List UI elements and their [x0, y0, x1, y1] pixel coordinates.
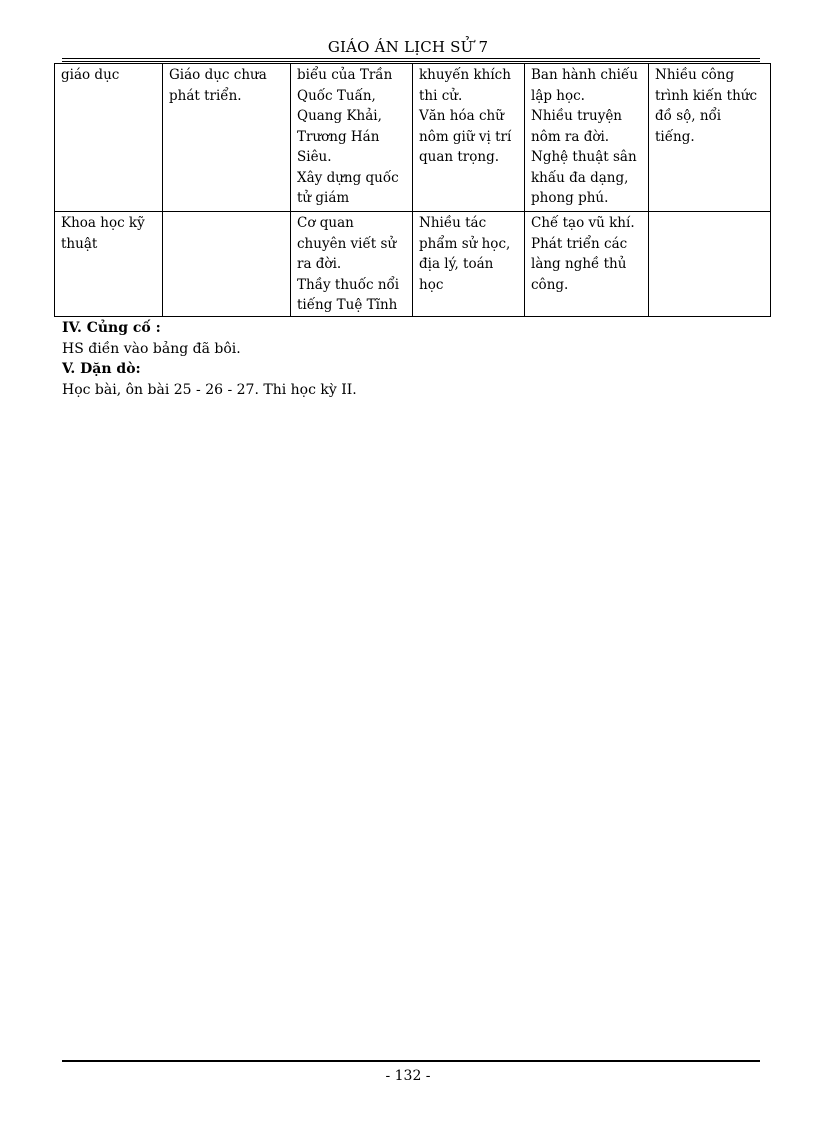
homework-text: Học bài, ôn bài 25 - 26 - 27. Thi học kỳ II.: [62, 381, 357, 398]
cell-line: Ban hành chiếu: [531, 67, 638, 83]
table-cell: [525, 212, 649, 317]
cell-line: phát triển.: [169, 87, 242, 104]
cell-line: chuyên viết sử: [297, 235, 397, 252]
cell-line: thuật: [61, 235, 98, 252]
cell-line: nôm ra đời.: [531, 128, 610, 145]
cell-line: tiếng Tuệ Tĩnh: [297, 297, 398, 313]
cell-line: Nhiều tác: [419, 215, 487, 231]
table-cell: [525, 64, 649, 212]
cell-line: ra đời.: [297, 256, 342, 272]
consolidation-text: HS điền vào bảng đã bôi.: [62, 340, 241, 357]
table-cell: [163, 64, 291, 212]
cell-line: Thầy thuốc nổi: [297, 276, 400, 293]
cell-line: phong phú.: [531, 190, 609, 206]
cell-line: Phát triển các: [531, 235, 628, 252]
cell-line: làng nghề thủ: [531, 256, 627, 272]
cell-line: Chế tạo vũ khí.: [531, 215, 635, 231]
footer-rule: [62, 1060, 760, 1062]
cell-line: trình kiến thức: [655, 87, 758, 104]
cell-line: phẩm sử học,: [419, 235, 511, 252]
table-cell: [649, 64, 771, 212]
cell-line: Văn hóa chữ: [419, 108, 504, 124]
cell-line: quan trọng.: [419, 149, 500, 165]
table-cell: [291, 64, 413, 212]
cell-line: tử giám: [297, 190, 350, 206]
table-cell-empty: [163, 212, 291, 317]
cell-line: đồ sộ, nổi: [655, 108, 722, 124]
cell-line: Nghệ thuật sân: [531, 149, 637, 165]
cell-line: Trương Hán: [297, 128, 380, 145]
table-row: [55, 64, 771, 212]
consolidation-heading: IV. Củng cố :: [62, 320, 161, 336]
lesson-sections: [62, 318, 762, 400]
table-cell: [413, 212, 525, 317]
cell-line: lập học.: [531, 87, 585, 104]
cell-line: Quang Khải,: [297, 108, 382, 124]
table-cell: [55, 64, 163, 212]
cell-line: Siêu.: [297, 149, 332, 165]
cell-line: địa lý, toán: [419, 256, 494, 272]
cell-line: nôm giữ vị trí: [419, 128, 512, 145]
cell-line: tiếng.: [655, 128, 695, 145]
table-cell: [291, 212, 413, 317]
table-cell: [55, 212, 163, 317]
cell-line: Quốc Tuấn,: [297, 87, 376, 104]
cell-line: giáo dục: [61, 67, 120, 83]
table-row: [55, 212, 771, 317]
table-cell: [413, 64, 525, 212]
cell-line: Nhiều công: [655, 67, 735, 83]
page-number: - 132 -: [385, 1068, 431, 1084]
cell-line: Nhiều truyện: [531, 108, 622, 124]
cell-line: khuyến khích: [419, 67, 511, 83]
cell-line: khấu đa dạng,: [531, 169, 629, 186]
cell-line: thi cử.: [419, 87, 463, 104]
header-rule-double: [62, 61, 760, 62]
homework-heading: V. Dặn dò:: [62, 361, 141, 377]
page-header-title: GIÁO ÁN LỊCH SỬ 7: [327, 38, 489, 56]
cell-line: Khoa học kỹ: [61, 215, 145, 231]
header-rule: [62, 58, 760, 59]
cell-line: Cơ quan: [297, 215, 354, 231]
cell-line: học: [419, 276, 444, 293]
cell-line: Giáo dục chưa: [169, 67, 267, 83]
cell-line: công.: [531, 276, 569, 293]
cell-line: biểu của Trần: [297, 67, 393, 83]
cell-line: Xây dựng quốc: [297, 169, 399, 186]
table-cell-empty: [649, 212, 771, 317]
summary-table: [54, 63, 771, 317]
